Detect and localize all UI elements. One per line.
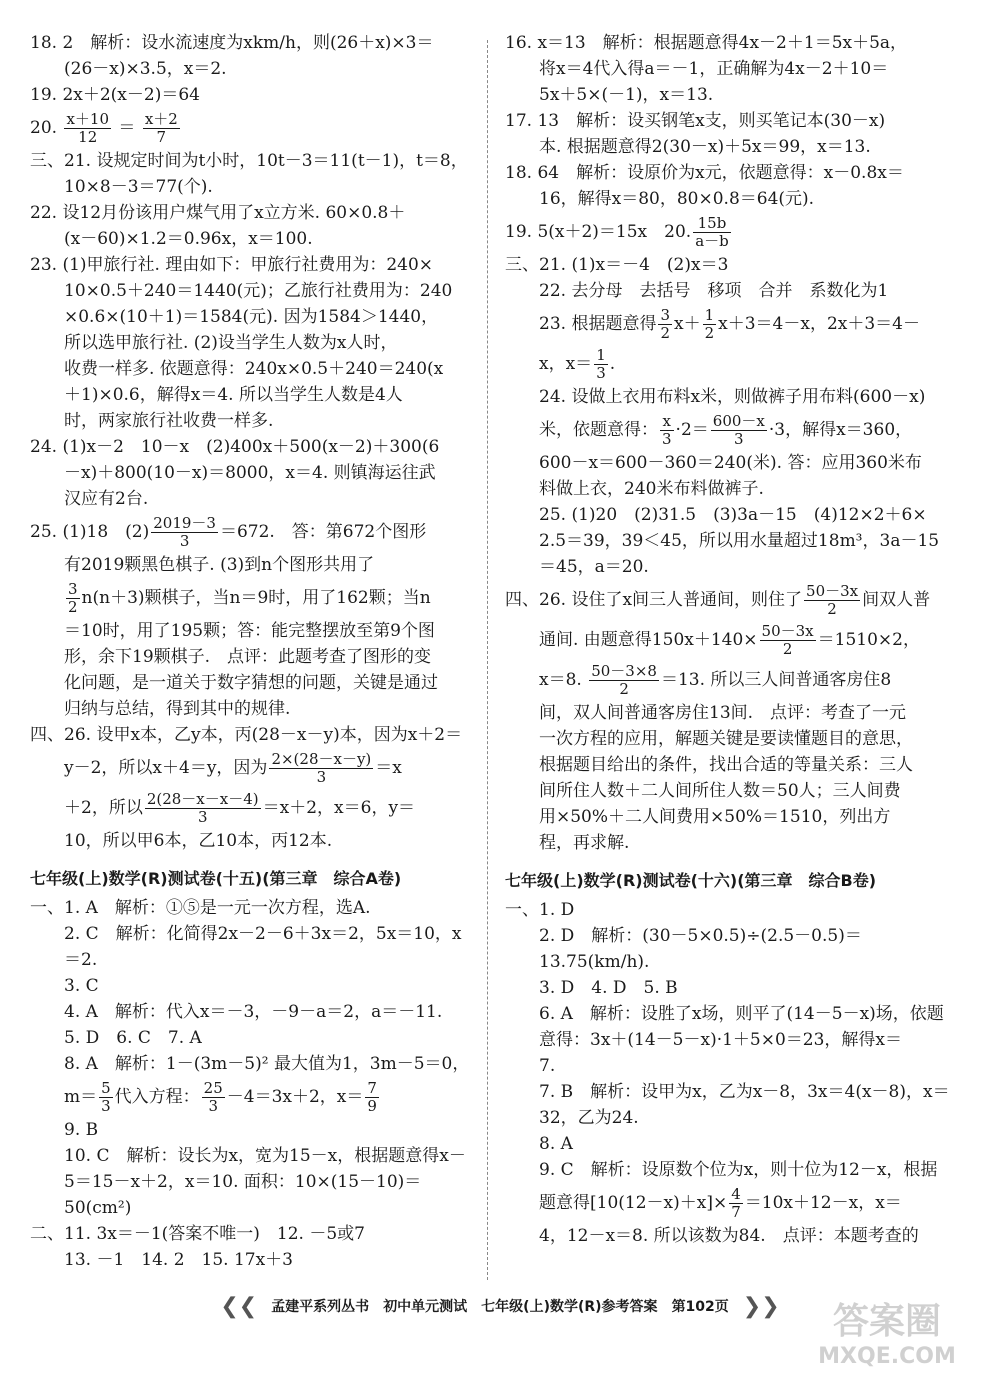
fraction: $\frac{2019-3}{3}$ [153,514,216,550]
answer-line: 4，12－x＝8. 所以该数为84. 点评：本题考查的 [539,1226,919,1246]
answer-line: ×0.6×(10＋1)＝1584(元). 因为1584＞1440， [64,307,439,327]
answer-line: 22. 设12月份该用户煤气用了x立方米. 60×0.8＋ [30,203,406,223]
answer-line: (26－x)×3.5，x＝2. [64,59,227,79]
answer-line: 8. A 解析：1－(3m－5)² 最大值为1，3m－5＝0， [64,1054,470,1074]
answer-line: 5＝15－x＋2，x＝10. 面积：10×(15－10)＝ [64,1172,422,1192]
answer-line: 8. A [539,1134,573,1154]
fraction: $\frac{50-3\times 8}{2}$ [591,662,657,698]
watermark-logo: 答案圈 MXQE.COM [818,1301,956,1369]
answer-line: 10，所以甲6本，乙10本，丙12本. [64,831,333,851]
answer-line: ＝45，a＝20. [539,557,649,577]
fraction: $\frac{x}{3}$ [662,412,672,448]
answer-line: m＝ $\frac{5}{3}$ 代入方程： $\frac{25}{3}$ －4＝3x＋2，x＝ $\frac{7}{9}$ [64,1079,377,1115]
answer-line: 用×50%＋二人间费用×50%＝1510，列出方 [539,807,891,827]
answer-line: 四、26. 设甲x本，乙y本，丙(28－x－y)本，因为x＋2＝ [30,725,463,745]
answer-line: 16，解得x＝80，80×0.8＝64(元). [539,189,815,209]
chevron-right-icon: ❯❯ [742,1293,780,1319]
answer-line: 10×8－3＝77(个). [64,177,213,197]
answer-line: $\frac{3}{2}$ n(n＋3)颗棋子，当n＝9时，用了162颗；当n [68,580,431,616]
answer-line: 19. 2x＋2(x－2)＝64 [30,85,200,105]
book-title: 初中单元测试 七年级(上)数学(R)参考答案 [383,1299,658,1315]
answer-line: 归纳与总结，得到其中的规律. [64,699,291,719]
answer-line: 13.75(km/h). [539,952,650,972]
right-column [505,30,967,1249]
answer-line: 22. 去分母 去括号 移项 合并 系数化为1 [539,281,889,301]
left-column [30,30,478,1273]
answer-line: 24. (1)x－2 10－x (2)400x＋500(x－2)＋300(6 [30,437,440,457]
fraction: $\frac{4}{7}$ [731,1185,741,1221]
answer-line: 将x＝4代入得a＝－1，正确解为4x－2＋10＝ [539,59,889,79]
answer-line: 3. D 4. D 5. B [539,978,678,998]
fraction: $\frac{3}{2}$ [68,580,78,616]
fraction: $\frac{600-x}{3}$ [712,412,765,448]
answer-line: 50(cm²) [64,1198,132,1218]
answer-line: 一、1. A 解析：①⑤是一元一次方程，选A. [30,898,371,918]
answer-line: 13. －1 14. 2 15. 17x＋3 [64,1250,293,1270]
answer-line: 题意得[10(12－x)＋x]× $\frac{4}{7}$ ＝10x＋12－x，x＝ [539,1185,902,1221]
answer-line: 18. 2 解析：设水流速度为xkm/h，则(26＋x)×3＝ [30,33,434,53]
fraction: $\frac{x+2}{7}$ [144,110,178,146]
answer-line: 6. A 解析：设胜了x场，则平了(14－5－x)场，依题 [539,1004,944,1024]
answer-line: 间，双人间普通客房住13间. 点评：考查了一元 [539,703,907,723]
question-number: 20. [30,118,58,138]
answer-line: 5x＋5×(－1)，x＝13. [539,85,714,105]
answer-line: 5. D 6. C 7. A [64,1028,202,1048]
answer-line: 25. (1)18 (2) $\frac{2019-3}{3}$ ＝672. 答：第672个图形 [30,514,427,550]
answer-line: 形，余下19颗棋子. 点评：此题考查了图形的变 [64,647,432,667]
section-heading: 七年级(上)数学(R)测试卷(十六)(第三章 综合B卷) [505,871,877,890]
answer-line: 24. 设做上衣用布料x米，则做裤子用布料(600－x) [539,387,926,407]
answer-line: x＝8. $\frac{50-3\times 8}{2}$ ＝13. 所以三人间普通客房住8 [539,662,892,698]
answer-line: 7. [539,1056,556,1076]
answer-line: 料做上衣，240米布料做裤子. [539,479,764,499]
answer-line: 23. (1)甲旅行社. 理由如下：甲旅行社费用为：240× [30,255,434,275]
answer-line: 三、21. 设规定时间为t小时，10t－3＝11(t－1)，t＝8， [30,151,468,171]
answer-line: 17. 13 解析：设买钢笔x支，则买笔记本(30－x) [505,111,886,131]
answer-line: －x)＋800(10－x)＝8000，x＝4. 则镇海运往武 [64,463,436,483]
fraction: $\frac{5}{3}$ [101,1079,111,1115]
answer-line: 600－x＝600－360＝240(米). 答：应用360米布 [539,453,922,473]
fraction: $\frac{15b}{a-b}$ [695,214,729,250]
answer-line: 25. (1)20 (2)31.5 (3)3a－15 (4)12×2＋6× [539,505,927,525]
fraction: $\frac{1}{3}$ [596,346,606,382]
section-heading: 七年级(上)数学(R)测试卷(十五)(第三章 综合A卷) [30,869,402,888]
answer-line: 2.5＝39，39＜45，所以用水量超过18m³，3a－15 [539,531,940,551]
fraction: $\frac{1}{2}$ [704,306,715,342]
series-name: 孟建平系列丛书 [271,1299,370,1315]
answer-line: ＋2，所以 $\frac{2(28-x-x-4)}{3}$ ＝x＋2，x＝6，y＝ [64,790,416,826]
answer-line: 米，依题意得： $\frac{x}{3}$ ·2＝ $\frac{600-x}{3}$ ·3，解得x＝360， [539,412,913,448]
answer-line: 9. B [64,1120,99,1140]
answer-line: 3. C [64,976,99,996]
answer-line: 19. 5(x＋2)＝15x 20. $\frac{15b}{a-b}$ [505,214,729,250]
answer-line: 四、26. 设住了x间三人普通间，则住了 $\frac{50-3x}{2}$ 间双人普 [505,582,931,618]
answer-line: 化问题，是一道关于数字猜想的问题，关键是通过 [64,673,438,693]
answer-line: 18. 64 解析：设原价为x元，依题意得：x－0.8x＝ [505,163,904,183]
answer-line: 20. $\frac{x+10}{12}$ ＝ $\frac{x+2}{7}$ [30,110,178,146]
fraction: $\frac{7}{9}$ [367,1079,377,1115]
fraction: $\frac{3}{2}$ [660,306,670,342]
answer-line: 收费一样多. 依题意得：240x×0.5＋240＝240(x [64,359,444,379]
answer-line: 一次方程的应用，解题关键是要读懂题目的意思， [539,729,913,749]
answer-line: 汉应有2台. [64,489,149,509]
answer-line: 一、1. D [505,900,575,920]
answer-line: ＝2. [64,950,98,970]
fraction: $\frac{2(28-x-x-4)}{3}$ [146,790,259,826]
column-divider [487,40,488,1280]
answer-line: 间所住人数＋二人间所住人数＝50人；三人间费 [539,781,901,801]
answer-line: 10. C 解析：设长为x，宽为15－x，根据题意得x－ [64,1146,466,1166]
answer-line: 16. x＝13 解析：根据题意得4x－2＋1＝5x＋5a， [505,33,908,53]
answer-line: ＝10时，用了195颗；答：能完整摆放至第9个图 [64,621,435,641]
chevron-left-icon: ❮❮ [220,1293,258,1319]
answer-line: 所以选甲旅行社. (2)设当学生人数为x人时， [64,333,398,353]
answer-line: 7. B 解析：设甲为x，乙为x－8，3x＝4(x－8)，x＝ [539,1082,950,1102]
page-number: 第102页 [671,1299,729,1315]
answer-line: 23. 根据题意得 $\frac{3}{2}$ x＋ $\frac{1}{2}$ x＋3＝4－x，2x＋3＝4－ [539,306,920,342]
answer-line: 时，两家旅行社收费一样多. [64,411,274,431]
answer-line: 9. C 解析：设原数个位为x，则十位为12－x，根据 [539,1160,938,1180]
answer-line: 通间. 由题意得150x＋140× $\frac{50-3x}{2}$ ＝1510×2， [539,622,920,658]
answer-line: 4. A 解析：代入x＝－3，－9－a＝2，a＝－11. [64,1002,443,1022]
answer-line: 32，乙为24. [539,1108,639,1128]
answer-line: 2. D 解析：(30－5×0.5)÷(2.5－0.5)＝ [539,926,862,946]
answer-line: 根据题目给出的条件，找出合适的等量关系：三人 [539,755,913,775]
answer-line: 二、11. 3x＝－1(答案不唯一) 12. －5或7 [30,1224,365,1244]
fraction: $\frac{50-3x}{2}$ [806,582,859,618]
answer-line: 有2019颗黑色棋子. (3)到n个图形共用了 [64,555,375,575]
answer-line: y－2，所以x＋4＝y，因为 $\frac{2\times(28-x-y)}{3}$ ＝x [64,750,402,786]
answer-line: 本. 根据题意得2(30－x)＋5x＝99，x＝13. [539,137,871,157]
fraction: $\frac{25}{3}$ [203,1079,223,1115]
answer-line: 三、21. (1)x＝－4 (2)x＝3 [505,255,729,275]
fraction: $\frac{50-3x}{2}$ [761,622,814,658]
answer-line: ＋1)×0.6，解得x＝4. 所以当学生人数是4人 [64,385,403,405]
answer-line: 意得：3x＋(14－5－x)·1＋5×0＝23，解得x＝ [539,1030,903,1050]
answer-line: 2. C 解析：化简得2x－2－6＋3x＝2，5x＝10，x [64,924,462,944]
answer-line: 10×0.5＋240＝1440(元)；乙旅行社费用为：240 [64,281,453,301]
answer-line: 程，再求解. [539,833,630,853]
answer-line: x，x＝ $\frac{1}{3}$ . [539,346,616,382]
fraction: $\frac{x+10}{12}$ [66,110,109,146]
fraction: $\frac{2\times(28-x-y)}{3}$ [271,750,372,786]
answer-line: (x－60)×1.2＝0.96x，x＝100. [64,229,313,249]
